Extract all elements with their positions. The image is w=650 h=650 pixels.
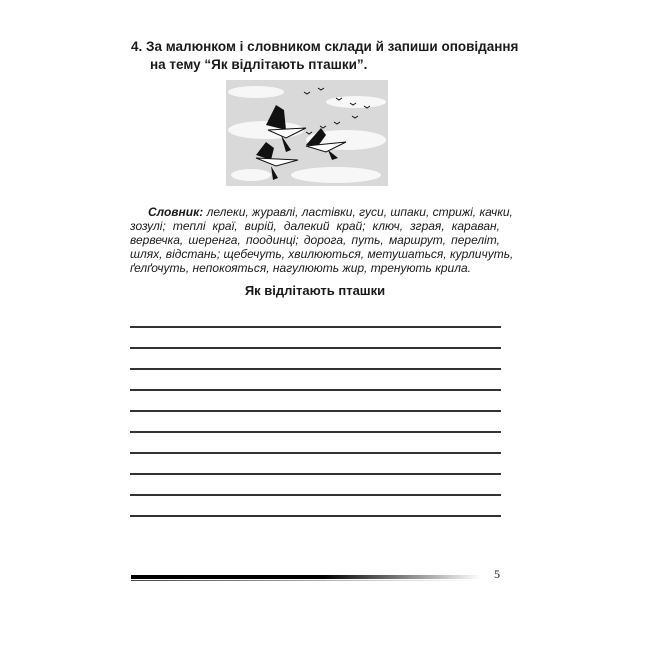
- task-line-2: на тему “Як відлітають пташки”.: [150, 57, 368, 72]
- page-number: 5: [494, 567, 500, 581]
- writing-line: [130, 326, 501, 328]
- writing-line: [130, 347, 501, 349]
- dictionary-line: вервечка, шеренга, поодинці; дорога, путь, маршрут, переліт,: [130, 233, 500, 247]
- footer-rule: [131, 575, 481, 579]
- dictionary-line: шлях, відстань; щебечуть, хвилюються, метушаться, курличуть,: [130, 247, 514, 261]
- writing-line: [130, 368, 501, 370]
- writing-line: [130, 389, 501, 391]
- dictionary-line: ґелґочуть, непокояться, нагулюють жир, тренують крила.: [130, 261, 471, 275]
- story-title: Як відлітають пташки: [244, 283, 386, 298]
- dictionary-line: зозулі; теплі краї, вирій, далекий край; ключ, зграя, караван,: [130, 219, 500, 233]
- writing-line: [130, 515, 501, 517]
- writing-line: [130, 473, 501, 475]
- writing-line: [130, 431, 501, 433]
- writing-line: [130, 410, 501, 412]
- footer-rule-thin: [131, 580, 471, 581]
- dictionary-words: лелеки, журавлі, ластівки, гуси, шпаки, стрижі, качки,: [206, 205, 513, 219]
- task-line-1: 4. За малюнком і словником склади й запиши оповідання: [131, 39, 519, 54]
- flying-storks-illustration: [226, 80, 388, 186]
- dictionary-line: [130, 205, 513, 219]
- writing-line: [130, 494, 501, 496]
- task-heading: [131, 38, 521, 74]
- writing-line: [130, 452, 501, 454]
- dictionary-label: Словник:: [148, 205, 204, 219]
